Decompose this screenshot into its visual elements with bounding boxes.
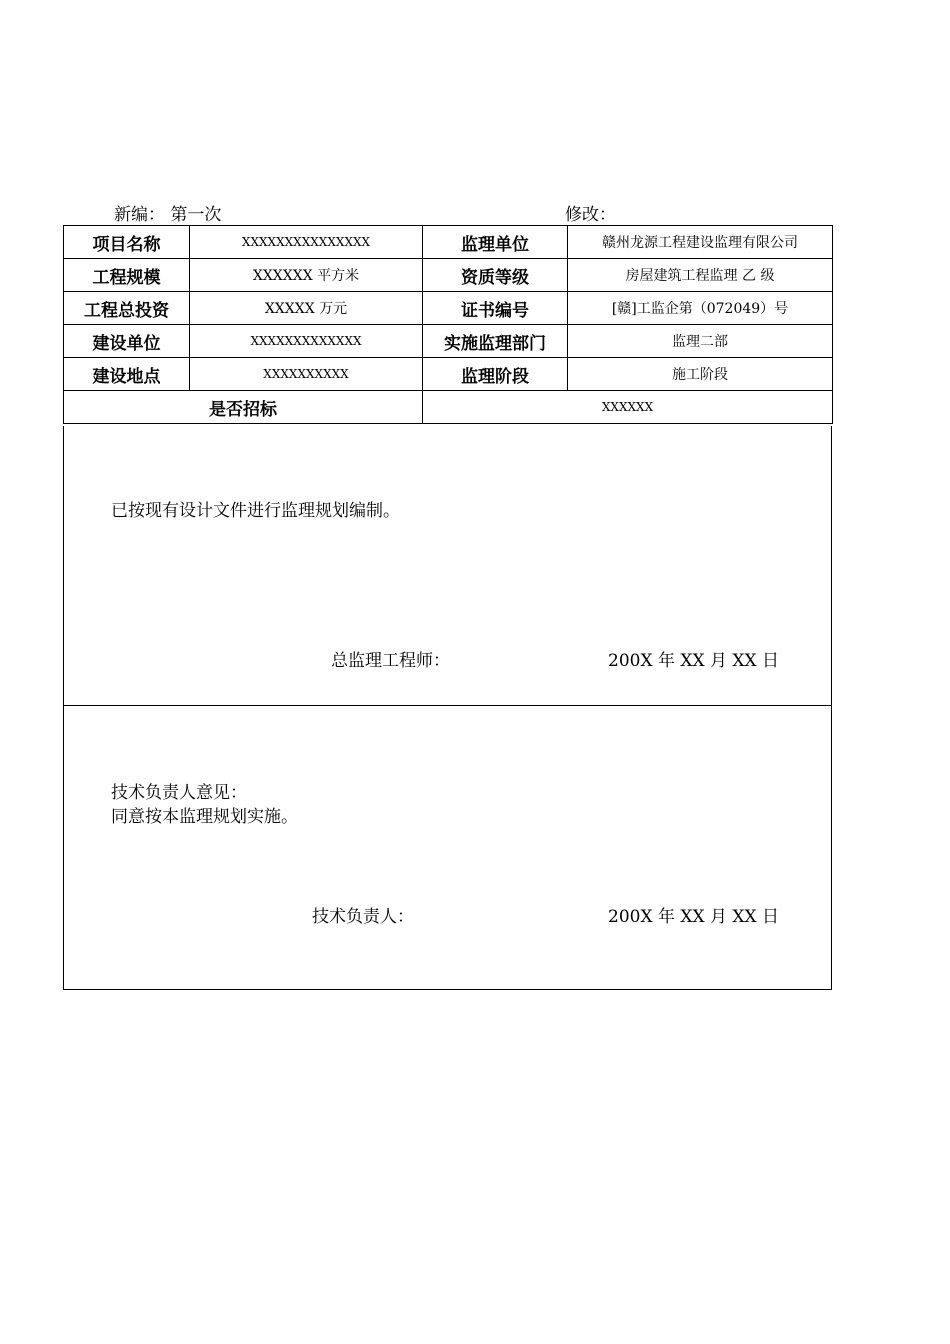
opinion-title: 技术负责人意见： (111, 783, 247, 803)
value-supervision-department: 监理二部 (568, 325, 833, 358)
planning-statement: 已按现有设计文件进行监理规划编制。 (111, 501, 400, 521)
table-row (64, 292, 833, 325)
value-supervision-unit: 赣州龙源工程建设监理有限公司 (568, 226, 833, 259)
new-edit-label: 新编： 第一次 (114, 205, 222, 225)
label-construction-unit: 建设单位 (64, 325, 190, 358)
label-supervision-department: 实施监理部门 (423, 325, 568, 358)
technical-lead-date: 200X 年 XX 月 XX 日 (608, 907, 779, 927)
table-row (64, 259, 833, 292)
modify-label: 修改： (565, 205, 616, 225)
project-info-table (63, 225, 833, 424)
value-construction-site: XXXXXXXXXX (190, 358, 423, 391)
label-supervision-stage: 监理阶段 (423, 358, 568, 391)
value-supervision-stage: 施工阶段 (568, 358, 833, 391)
technical-opinion-section (63, 706, 832, 990)
label-project-scale: 工程规模 (64, 259, 190, 292)
label-total-investment: 工程总投资 (64, 292, 190, 325)
value-project-scale: XXXXXX 平方米 (190, 259, 423, 292)
label-construction-site: 建设地点 (64, 358, 190, 391)
label-supervision-unit: 监理单位 (423, 226, 568, 259)
chief-engineer-label: 总监理工程师： (331, 651, 450, 671)
value-project-name: XXXXXXXXXXXXXXX (190, 226, 423, 259)
opinion-text: 同意按本监理规划实施。 (111, 807, 298, 827)
header-line (114, 200, 834, 224)
table-row (64, 325, 833, 358)
table-row (64, 226, 833, 259)
value-construction-unit: XXXXXXXXXXXXX (190, 325, 423, 358)
label-certificate-number: 证书编号 (423, 292, 568, 325)
chief-engineer-date: 200X 年 XX 月 XX 日 (608, 651, 779, 671)
table-row (64, 391, 833, 424)
table-row (64, 358, 833, 391)
label-bidding: 是否招标 (64, 391, 423, 424)
value-total-investment: XXXXX 万元 (190, 292, 423, 325)
label-qualification-grade: 资质等级 (423, 259, 568, 292)
technical-lead-label: 技术负责人： (312, 907, 414, 927)
value-qualification-grade: 房屋建筑工程监理 乙 级 (568, 259, 833, 292)
label-project-name: 项目名称 (64, 226, 190, 259)
value-certificate-number: [赣]工监企第（072049）号 (568, 292, 833, 325)
value-bidding: XXXXXX (423, 391, 833, 424)
planning-section (63, 426, 832, 706)
